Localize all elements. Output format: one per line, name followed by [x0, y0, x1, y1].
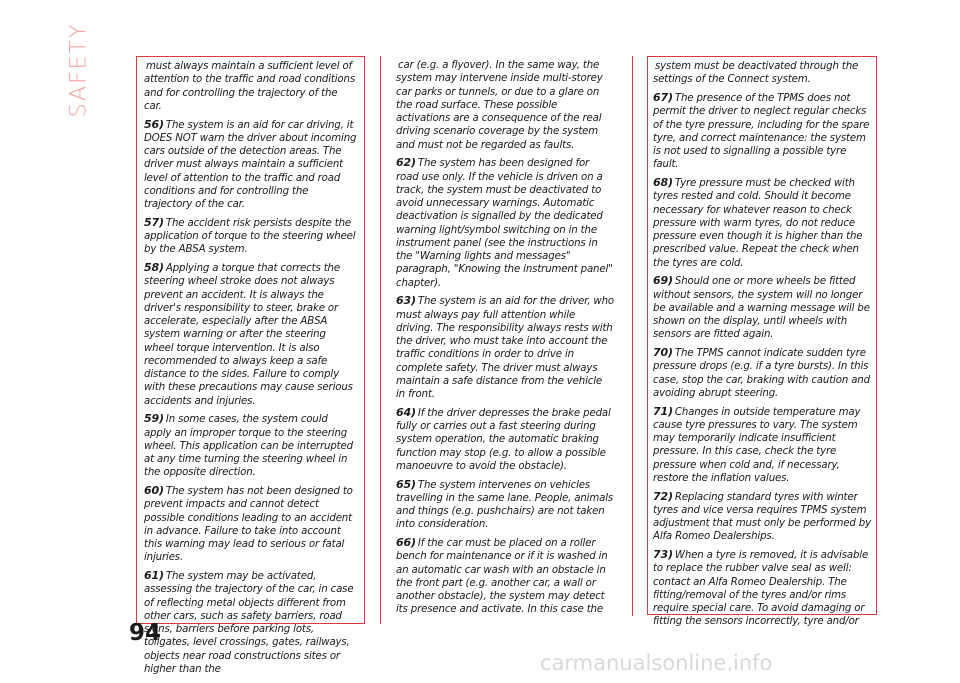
paragraph [653, 274, 872, 341]
note-text: When a tyre is removed, it is advisable to replace the rubber valve seal as well: contact an Alfa Romeo Dealership. The fitting/removal of the tyres and/or rims require special care. To avoid damaging or fitting the sensors incorrectly, tyre and/or [653, 550, 869, 628]
column-right [647, 56, 877, 628]
paragraph [144, 412, 358, 479]
note-number: 60) [144, 484, 164, 497]
note-number: 58) [144, 261, 164, 274]
note-text: system must be deactivated through the settings of the Connect system. [653, 61, 859, 86]
watermark: carmanualsonline.info [540, 651, 773, 675]
note-text: If the driver depresses the brake pedal fully or carries out a fast steering during system operation, the automatic braking function may stop (e.g. to allow a possible manoeuvre to avoid the obstacle). [396, 407, 611, 472]
note-number: 57) [144, 215, 164, 229]
note-text: Changes in outside temperature may cause tyre pressures to vary. The system may temporarily indicate insufficient pressure. In this case, check the tyre pressure when cold and, if necessary, restore the inflation values. [653, 406, 861, 484]
note-text: Replacing standard tyres with winter tyres and vice versa requires TPMS system adjustment that must only be performed by Alfa Romeo Dealerships. [653, 491, 871, 543]
note-number: 70) [653, 346, 673, 359]
paragraph [144, 261, 358, 408]
paragraph [396, 478, 614, 532]
column-divider [632, 56, 633, 616]
note-text: The accident risk persists despite the application of torque to the steering wheel by the ABSA system. [144, 217, 356, 256]
note-text: Applying a torque that corrects the steering wheel stroke does not always prevent an accident. It is always the driver's responsibility to steer, brake or accelerate, especially after the ABSA system warning or after the steering wheel torque intervention. It is also recommended to always keep a safe distance to the sides. Failure to comply with these precautions may cause serious accidents and injuries. [144, 263, 353, 407]
note-text: must always maintain a sufficient level of attention to the traffic and road conditions and for controlling the trajectory of the car. [144, 61, 355, 112]
note-text: The system is an aid for the driver, who must always pay full attention while driving. The responsibility always rests with the driver, who must take into account the traffic conditions in order to drive in complete safety. The driver must always maintain a safe distance from the vehicle in front. [396, 296, 614, 400]
paragraph [396, 156, 614, 290]
note-number: 68) [653, 176, 673, 189]
note-number: 59) [144, 412, 164, 426]
column-middle [392, 56, 618, 624]
note-text: Should one or more wheels be fitted without sensors, the system will no longer be available and a warning message will be shown on the display, until wheels with sensors are fitted again. [653, 276, 870, 341]
note-number: 66) [396, 536, 416, 549]
section-label: SAFETY [66, 22, 92, 118]
note-number: 73) [653, 548, 673, 561]
paragraph [144, 484, 358, 565]
paragraph [396, 406, 614, 473]
page-number: 94 [129, 620, 162, 646]
paragraph [653, 490, 872, 544]
note-number: 69) [653, 274, 673, 288]
note-text: If the car must be placed on a roller bench for maintenance or if it is washed in an automatic car wash with an obstacle in the front part (e.g. another car, a wall or another obstacle), the system may detect its presence and activate. In this case the [396, 538, 608, 616]
paragraph [653, 176, 872, 270]
note-number: 71) [653, 404, 673, 418]
note-text: In some cases, the system could apply an improper torque to the steering wheel. This application can be interrupted at any time turning the steering wheel in the opposite direction. [144, 414, 353, 479]
paragraph [653, 91, 872, 172]
paragraph [144, 569, 358, 676]
paragraph [396, 294, 614, 401]
note-number: 67) [653, 91, 673, 104]
note-number: 62) [396, 156, 416, 170]
note-number: 63) [396, 294, 416, 308]
note-number: 56) [144, 117, 164, 131]
paragraph [144, 118, 358, 212]
note-number: 72) [653, 489, 673, 503]
paragraph [653, 346, 872, 400]
note-text: The system has not been designed to prevent impacts and cannot detect possible conditions leading to an accident in advance. Failure to take into account this warning may lead to serious or fatal injuries. [144, 486, 353, 564]
paragraph [396, 536, 614, 617]
note-number: 61) [144, 569, 164, 582]
note-text: Tyre pressure must be checked with tyres rested and cold. Should it become necessary for whatever reason to check pressure with warm tyres, do not reduce pressure even though it is higher than the prescribed value. Repeat the check when the tyres are cold. [653, 178, 863, 269]
note-text: The TPMS cannot indicate sudden tyre pressure drops (e.g. if a tyre bursts). In this case, stop the car, braking with caution and avoiding abrupt steering. [653, 348, 870, 399]
note-text: The system has been designed for road use only. If the vehicle is driven on a track, the system must be deactivated to avoid unnecessary warnings. Automatic deactivation is signalled by the dedicated warning light/symbol switching on in the instrument panel (see the instructions in the "Warning lights and messages" paragraph, "Knowing the instrument panel" chapter). [396, 158, 613, 289]
note-number: 64) [396, 405, 416, 419]
note-text: The system may be activated, assessing the trajectory of the car, in case of reflecting metal objects different from other cars, such as safety barriers, road signs, barriers before parking lots, tollgates, level crossings, gates, railways, objects near road constructions sites or higher than the [144, 571, 354, 675]
note-text: The system intervenes on vehicles travelling in the same lane. People, animals and things (e.g. pushchairs) are not taken into consideration. [396, 479, 614, 531]
paragraph [144, 59, 358, 113]
note-text: car (e.g. a flyover). In the same way, the system may intervene inside multi-storey car parks or tunnels, or due to a glare on the road surface. These possible activations are a consequence of the real driving scenario coverage by the system and must not be regarded as faults. [396, 60, 603, 151]
column-divider [380, 56, 381, 624]
paragraph [653, 548, 872, 629]
paragraph [653, 59, 872, 87]
note-text: The presence of the TPMS does not permit the driver to neglect regular checks of the tyre pressure, including for the spare tyre, and correct maintenance: the system is not used to signalling a possible tyre fault. [653, 93, 870, 171]
paragraph [653, 405, 872, 486]
note-number: 65) [396, 477, 416, 491]
paragraph [144, 216, 358, 257]
note-text: The system is an aid for car driving, it DOES NOT warn the driver about incoming cars outside of the detection areas. The driver must always maintain a sufficient level of attention to the traffic and road conditions and for controlling the trajectory of the car. [144, 119, 357, 210]
paragraph [396, 58, 614, 152]
